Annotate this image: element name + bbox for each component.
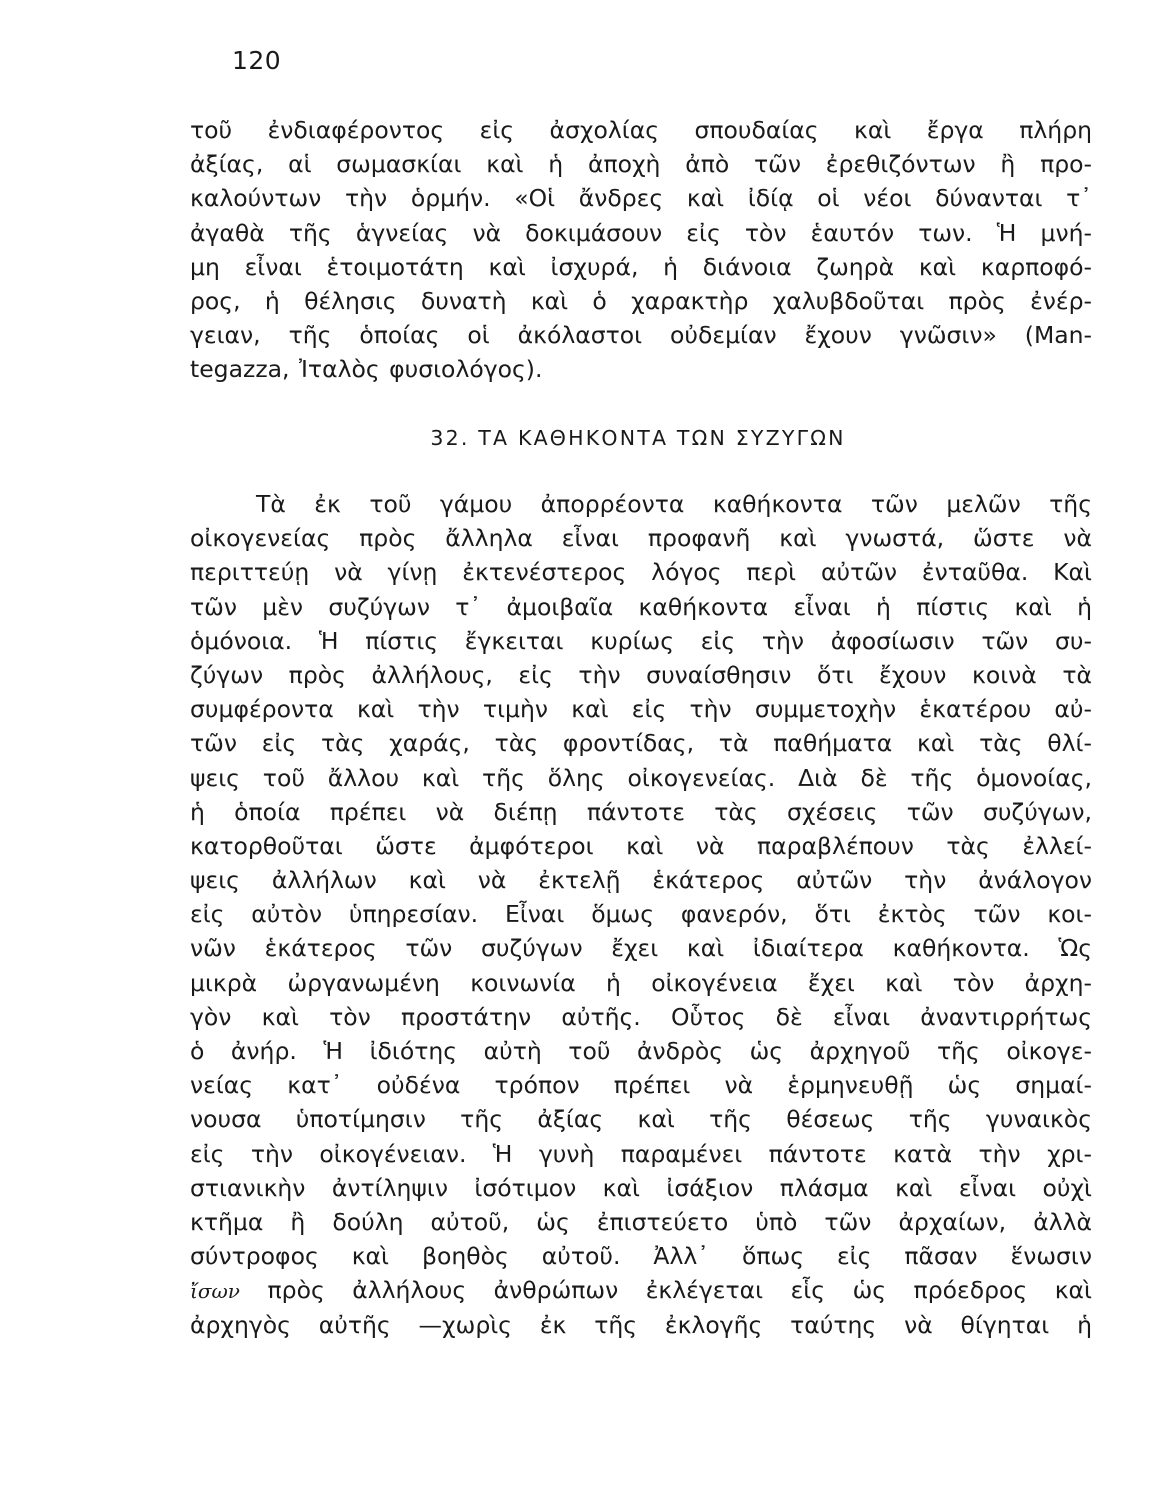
- text-line: νῶν ἑκάτερος τῶν συζύγων ἔχει καὶ ἰδιαίτερα καθήκοντα. Ὡς: [190, 934, 1092, 963]
- text-line: ἀρχηγὸς αὐτῆς —χωρὶς ἐκ τῆς ἐκλογῆς ταύτης νὰ θίγηται ἡ: [190, 1310, 1092, 1339]
- text-line: ὁμόνοια. Ἡ πίστις ἔγκειται κυρίως εἰς τὴν ἀφοσίωσιν τῶν συ-: [190, 626, 1092, 655]
- text-line: στιανικὴν ἀντίληψιν ἰσότιμον καὶ ἰσάξιον πλάσμα καὶ εἶναι οὐχὶ: [190, 1173, 1092, 1202]
- text-line: τοῦ ἐνδιαφέροντος εἰς ἀσχολίας σπουδαίας καὶ ἔργα πλήρη: [190, 116, 1092, 144]
- section-paragraph: [190, 487, 1092, 1342]
- text-line: τῶν μὲν συζύγων τ᾽ ἀμοιβαῖα καθήκοντα εἶναι ἡ πίστις καὶ ἡ: [190, 592, 1092, 621]
- text-line: ἀγαθὰ τῆς ἁγνείας νὰ δοκιμάσουν εἰς τὸν ἑαυτόν των. Ἡ μνή-: [190, 218, 1092, 247]
- text-line: ὁ ἀνήρ. Ἡ ἰδιότης αὐτὴ τοῦ ἀνδρὸς ὡς ἀρχηγοῦ τῆς οἰκογε-: [190, 1037, 1092, 1065]
- text-line: καλούντων τὴν ὁρμήν. «Οἱ ἄνδρες καὶ ἰδίᾳ οἱ νέοι δύνανται τ᾽: [190, 184, 1092, 213]
- text-line: Τὰ ἐκ τοῦ γάμου ἀπορρέοντα καθήκοντα τῶν μελῶν τῆς: [256, 490, 1092, 518]
- text-line: εἰς τὴν οἰκογένειαν. Ἡ γυνὴ παραμένει πάντοτε κατὰ τὴν χρι-: [190, 1139, 1092, 1168]
- text-line: ψεις ἀλλήλων καὶ νὰ ἐκτελῇ ἑκάτερος αὐτῶν τὴν ἀνάλογον: [190, 866, 1092, 895]
- text-line: ψεις τοῦ ἄλλου καὶ τῆς ὅλης οἰκογενείας. Διὰ δὲ τῆς ὁμονοίας,: [190, 763, 1092, 792]
- text-line: εἰς αὐτὸν ὑπηρεσίαν. Εἶναι ὅμως φανερόν, ὅτι ἐκτὸς τῶν κοι-: [190, 900, 1092, 929]
- text-line: σύντροφος καὶ βοηθὸς αὐτοῦ. Ἀλλ᾽ ὅπως εἰς πᾶσαν ἕνωσιν: [190, 1242, 1092, 1271]
- text-line: νείας κατ᾽ οὐδένα τρόπον πρέπει νὰ ἑρμηνευθῇ ὡς σημαί-: [190, 1071, 1092, 1100]
- text-line: οἰκογενείας πρὸς ἄλληλα εἶναι προφανῆ καὶ γνωστά, ὥστε νὰ: [190, 524, 1092, 553]
- text-line: τῶν εἰς τὰς χαράς, τὰς φροντίδας, τὰ παθήματα καὶ τὰς θλί-: [190, 729, 1092, 758]
- text-line: κτῆμα ἢ δούλη αὐτοῦ, ὡς ἐπιστεύετο ὑπὸ τῶν ἀρχαίων, ἀλλὰ: [190, 1207, 1092, 1236]
- text-line: μη εἶναι ἑτοιμοτάτη καὶ ἰσχυρά, ἡ διάνοια ζωηρὰ καὶ καρποφό-: [190, 252, 1092, 281]
- text-line: κατορθοῦται ὥστε ἀμφότεροι καὶ νὰ παραβλέπουν τὰς ἐλλεί-: [190, 831, 1092, 860]
- text-line: γειαν, τῆς ὁποίας οἱ ἀκόλαστοι οὐδεμίαν ἔχουν γνῶσιν» (Man-: [190, 321, 1092, 350]
- text-line: συμφέροντα καὶ τὴν τιμὴν καὶ εἰς τὴν συμμετοχὴν ἑκατέρου αὐ-: [190, 695, 1092, 724]
- text-line-with-italic: [190, 1273, 1092, 1307]
- text-line: ἡ ὁποία πρέπει νὰ διέπῃ πάντοτε τὰς σχέσεις τῶν συζύγων,: [190, 797, 1092, 826]
- paragraph-continuation: [190, 113, 1092, 387]
- text-line-rest: πρὸς ἀλλήλους ἀνθρώπων ἐκλέγεται εἷς ὡς πρόεδρος καὶ: [267, 1276, 1092, 1305]
- text-line: νουσα ὑποτίμησιν τῆς ἀξίας καὶ τῆς θέσεως τῆς γυναικὸς: [190, 1105, 1092, 1134]
- text-line: ἀξίας, αἱ σωμασκίαι καὶ ἡ ἀποχὴ ἀπὸ τῶν ἐρεθιζόντων ἢ προ-: [190, 150, 1092, 179]
- text-line: ζύγων πρὸς ἀλλήλους, εἰς τὴν συναίσθησιν ὅτι ἔχουν κοινὰ τὰ: [190, 660, 1092, 689]
- text-line: tegazza, Ἰταλὸς φυσιολόγος).: [190, 355, 543, 384]
- section-heading: 32. ΤΑ ΚΑΘΗΚΟΝΤΑ ΤΩΝ ΣΥΖΥΓΩΝ: [430, 426, 846, 450]
- text-line: ρος, ἡ θέλησις δυνατὴ καὶ ὁ χαρακτὴρ χαλυβδοῦται πρὸς ἐνέρ-: [190, 286, 1092, 315]
- text-line: περιττεύῃ νὰ γίνῃ ἐκτενέστερος λόγος περὶ αὐτῶν ἐνταῦθα. Καὶ: [190, 558, 1092, 587]
- text-line: γὸν καὶ τὸν προστάτην αὐτῆς. Οὗτος δὲ εἶναι ἀναντιρρήτως: [190, 1002, 1092, 1031]
- italic-word: ἴσων: [190, 1279, 240, 1304]
- page-number: 120: [232, 46, 282, 75]
- text-line: μικρὰ ὠργανωμένη κοινωνία ἡ οἰκογένεια ἔχει καὶ τὸν ἀρχη-: [190, 968, 1092, 997]
